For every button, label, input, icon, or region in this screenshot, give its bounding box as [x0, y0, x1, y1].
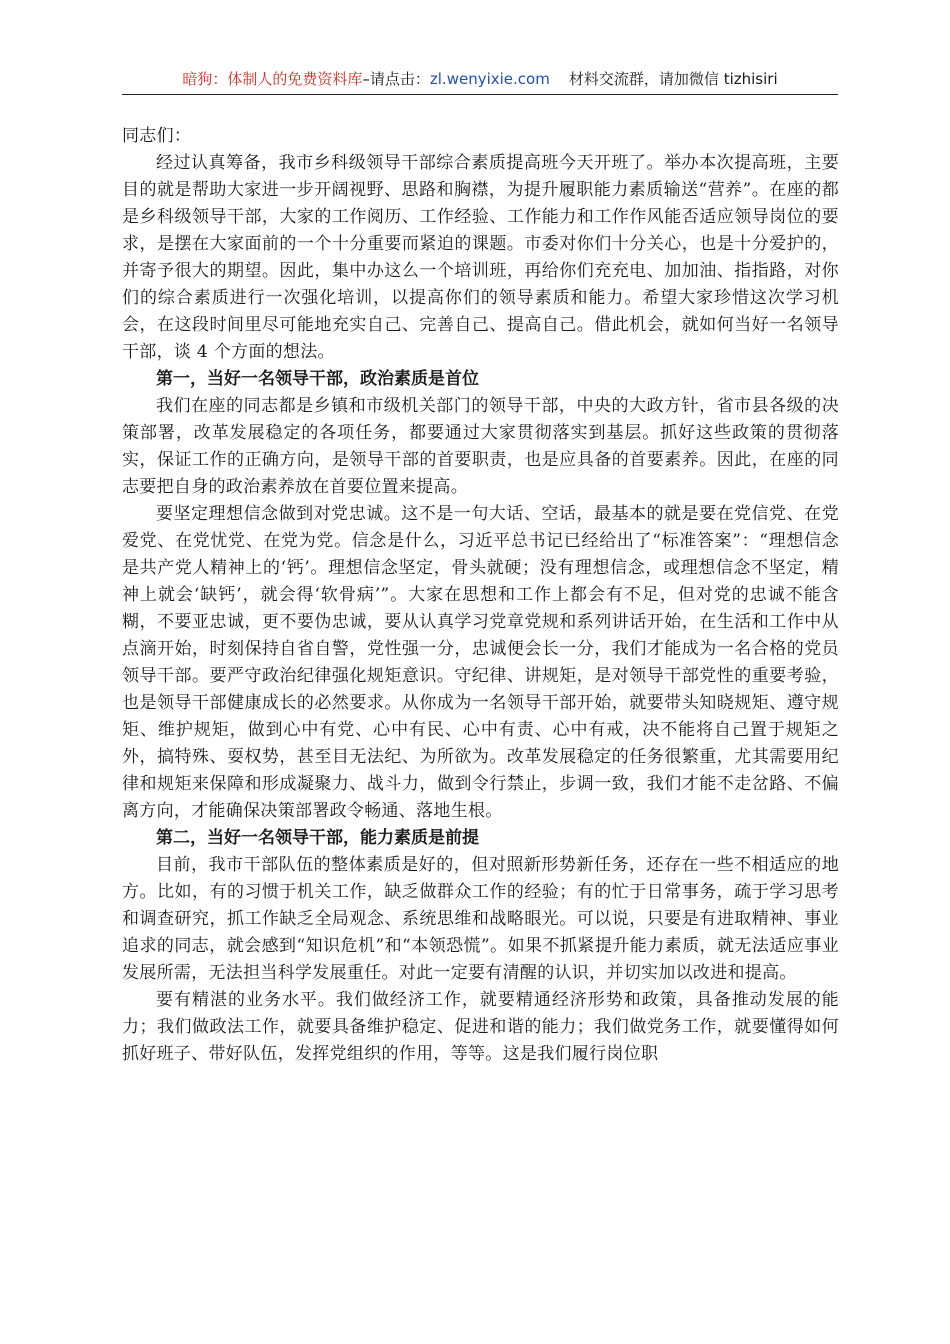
- section-1-paragraph-2: 要坚定理想信念做到对党忠诚。这不是一句大话、空话，最基本的就是要在党信党、在党爱党、在党忧党、在党为党。信念是什么，习近平总书记已经给出了“标准答案”：“理想信念是共产党人精神上的‘钙’。理想信念坚定，骨头就硬；没有理想信念，或理想信念不坚定，精神上就会‘缺钙’，就会得‘软骨病’”。大家在思想和工作上都会有不足，但对党的忠诚不能含糊，不要亚忠诚，更不要伪忠诚，要从认真学习党章党规和系列讲话开始，在生活和工作中从点滴开始，时刻保持自省自警，党性强一分，忠诚便会长一分，我们才能成为一名合格的党员领导干部。要严守政治纪律强化规矩意识。守纪律、讲规矩，是对领导干部党性的重要考验，也是领导干部健康成长的必然要求。从你成为一名领导干部开始，就要带头知晓规矩、遵守规矩、维护规矩，做到心中有党、心中有民、心中有责、心中有戒，决不能将自己置于规矩之外，搞特殊、耍权势，甚至目无法纪、为所欲为。改革发展稳定的任务很繁重，尤其需要用纪律和规矩来保障和形成凝聚力、战斗力，做到令行禁止，步调一致，我们才能不走岔路、不偏离方向，才能确保决策部署政令畅通、落地生根。: [122, 504, 839, 821]
- header-click-prompt: –请点击：: [362, 70, 430, 88]
- intro-paragraph: 经过认真筹备，我市乡科级领导干部综合素质提高班今天开班了。举办本次提高班，主要目的就是帮助大家进一步开阔视野、思路和胸襟，为提升履职能力素质输送“营养”。在座的都是乡科级领导干部，大家的工作阅历、工作经验、工作能力和工作作风能否适应领导岗位的要求，是摆在大家面前的一个十分重要而紧迫的课题。市委对你们十分关心，也是十分爱护的，并寄予很大的期望。因此，集中办这么一个培训班，再给你们充充电、加加油、指指路，对你们的综合素质进行一次强化培训，以提高你们的领导素质和能力。希望大家珍惜这次学习机会，在这段时间里尽可能地充实自己、完善自己、提高自己。借此机会，就如何当好一名领导干部，谈 4 个方面的想法。: [122, 153, 839, 362]
- header-url-link[interactable]: zl.wenyixie.com: [429, 70, 550, 88]
- section-2-paragraph-1: 目前，我市干部队伍的整体素质是好的，但对照新形势新任务，还存在一些不相适应的地方。比如，有的习惯于机关工作，缺乏做群众工作的经验；有的忙于日常事务，疏于学习思考和调查研究，抓工作缺乏全局观念、系统思维和战略眼光。可以说，只要是有进取精神、事业追求的同志，就会感到“知识危机”和“本领恐慌”。如果不抓紧提升能力素质，就无法适应事业发展所需，无法担当科学发展重任。对此一定要有清醒的认识，并切实加以改进和提高。: [122, 855, 839, 983]
- document-body: [122, 123, 839, 1068]
- header-wechat-id: tizhisiri: [723, 70, 778, 88]
- section-2-paragraph-2: 要有精湛的业务水平。我们做经济工作，就要精通经济形势和政策，具备推动发展的能力；我们做政法工作，就要具备维护稳定、促进和谐的能力；我们做党务工作，就要懂得如何抓好班子、带好队伍，发挥党组织的作用，等等。这是我们履行岗位职: [122, 990, 839, 1064]
- section-1-heading: 第一，当好一名领导干部，政治素质是首位: [156, 369, 479, 389]
- section-1-paragraph-1: 我们在座的同志都是乡镇和市级机关部门的领导干部，中央的大政方针，省市县各级的决策部署，改革发展稳定的各项任务，都要通过大家贯彻落实到基层。抓好这些政策的贯彻落实，保证工作的正确方向，是领导干部的首要职责，也是应具备的首要素养。因此，在座的同志要把自身的政治素养放在首要位置来提高。: [122, 396, 839, 497]
- header-group-text: 材料交流群，请加微信: [568, 70, 719, 88]
- page-header: [122, 68, 838, 95]
- header-brand: 暗狗：体制人的免费资料库: [182, 70, 363, 88]
- salutation: 同志们：: [122, 126, 192, 146]
- section-2-heading: 第二，当好一名领导干部，能力素质是前提: [156, 828, 479, 848]
